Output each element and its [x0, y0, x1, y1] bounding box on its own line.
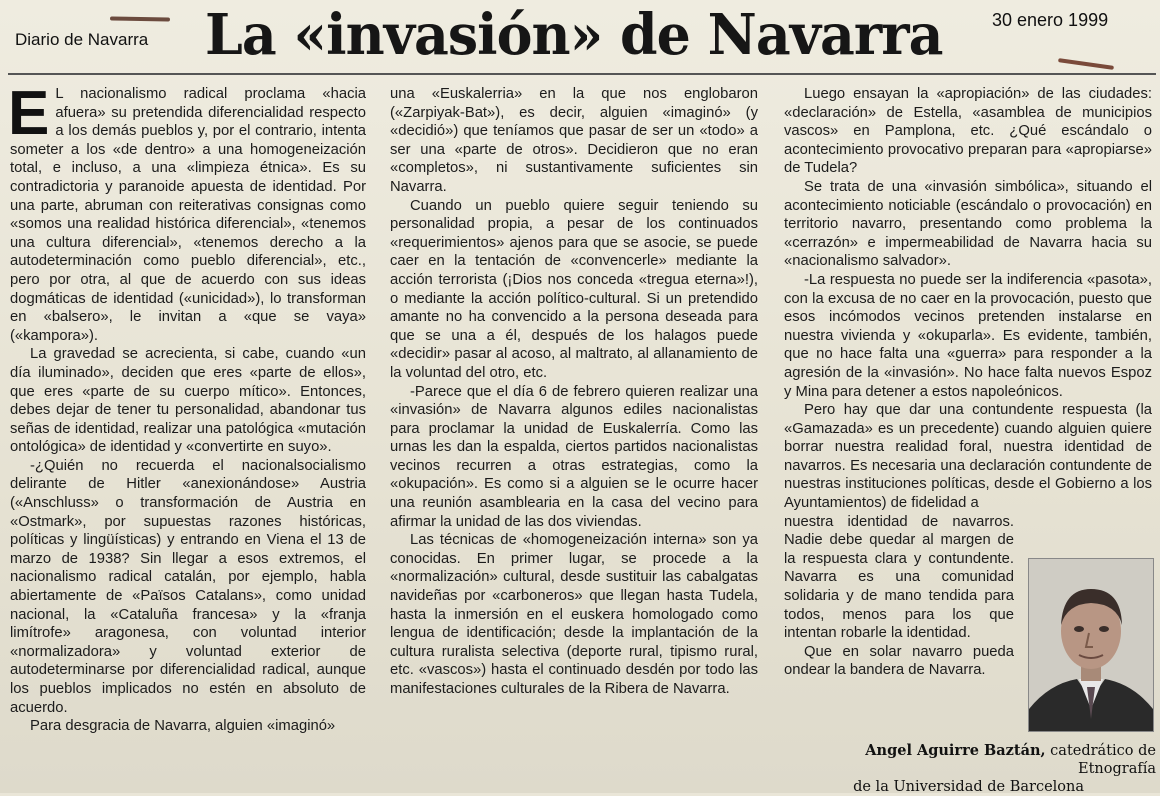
column-2-paragraph-2: Cuando un pueblo quiere seguir teniendo su personalidad propia, a pesar de los continuados «requerimientos» ajenos para que se asocie, se puede caer en la tentación de «convencerle» mediante la acción terrorista (¡Dios nos conceda «tregua eterna»!), o mediante la acción político-cultural. Si un pretendido amante no ha convencido a la persona deseada para que se una a él, después de los halagos puede «decidir» pasar al acoso, al maltrato, al allanamiento de la voluntad del otro, etc. — [390, 197, 758, 381]
column-3-paragraph-4: Pero hay que dar una contundente respuesta (la «Gamazada» es un precedente) cuando alguien quiere borrar nuestra realidad foral, nuestra identidad de navarros. Es necesaria una declaración contundente de nuestras instituciones políticas, desde el Gobierno a los Ayuntamientos) de fidelidad a — [784, 402, 1152, 512]
author-portrait-image — [1029, 559, 1153, 731]
newspaper-source: Diario de Navarra — [15, 30, 149, 49]
column-2-paragraph-3: -Parece que el día 6 de febrero quieren realizar una «invasión» de Navarra algunos ediles nacionalistas para proclamar la unidad de Euskalerría. Como las urnas les dan la espalda, ciertos partidos nacionalistas vecinos recurren a otras estrategias, como la «okupación». Es como si a alguien se le ocurre hacer una reunión asamblearia en la casa del vecino para afirmar la unidad de las dos viviendas. — [390, 383, 758, 530]
publication-date: 30 enero 1999 — [992, 10, 1109, 30]
column-1-paragraph-2: La gravedad se acrecienta, si cabe, cuando «un día iluminado», deciden que eres «parte de ellos», que eres «parte de su cuerpo mítico». Entonces, debes dejar de tener tu personalidad, abandonar tus señas de identidad, realizar una patológica «mutación ontológica» de identidad y «convertirte en suyo». — [10, 346, 366, 456]
column-3-paragraph-6: Que en solar navarro pueda ondear la bandera de Navarra. — [784, 643, 1014, 679]
column-1-paragraph-4: Para desgracia de Navarra, alguien «imaginó» — [30, 718, 336, 735]
author-line — [784, 742, 1156, 778]
column-1-paragraph-1 — [8, 79, 366, 345]
author-photo — [1028, 558, 1154, 732]
paragraph-text: L nacionalismo radical proclama «hacia afuera» su pretendida diferencialidad respecto a los demás pueblos y, por el contrario, intenta someter a los «de dentro» a una homogeneización total, e incluso, a una «limpieza étnica». Es su contradictoria y paranoide apuesta de identidad. Por una parte, abruman con reiterativas consignas como «somos una realidad histórica diferencial», «tenemos una cultura diferencial», «tenemos derecho a la autodeterminación como pueblo diferencial», etc., pero por otra, al que de acuerdo con sus ideas dogmáticas de identidad («unicidad»), lo transforman en «balsero», le invitan a «que se vaya» («kampora»). — [10, 86, 366, 344]
author-name: Angel Aguirre Baztán, — [865, 742, 1046, 759]
author-role: catedrático de Etnografía — [1050, 743, 1156, 777]
column-3-paragraph-5: nuestra identidad de navarros. Nadie debe quedar al margen de la respuesta clara y contundente. Navarra es una comunidad solidaria y de mano tendida para todos, menos para los que intentan robarle la identidad. — [784, 513, 1014, 642]
article-column-2 — [390, 85, 758, 775]
header-rule — [8, 73, 1156, 75]
column-2-paragraph-4: Las técnicas de «homogeneización interna» son ya conocidas. En primer lugar, se procede a la «normalización» cultural, desde sustituir las cabalgatas navideñas por «carboneros» que llegan hasta Tudela, hasta la inmersión en el euskera homologado como lengua de identificación; desde la implantación de la cultura ruralista selectiva (deporte rural, tipismo rural, etc. «vascos») hasta el continuado desdén por todo las manifestaciones culturales de la Ribera de Navarra. — [390, 532, 758, 697]
column-3-paragraph-2: Se trata de una «invasión simbólica», situando el acontecimiento noticiable (escándalo o provocación) en territorio navarro, presentando como problema la «cerrazón» e impermeabilidad de Navarra hacia su «nacionalismo salvador». — [784, 178, 1152, 270]
article-column-1 — [8, 79, 366, 775]
pen-mark-left — [110, 16, 170, 21]
drop-cap: E — [8, 79, 50, 148]
column-2-paragraph-1: una «Euskalerria» en la que nos englobaron («Zarpiyak-Bat»), es decir, alguien «imaginó» (y «decidió») que teníamos que pasar de ser un «todo» a ser una «parte de otros». Decidieron que no eran «completos», ni sustantivamente suficientes sin Navarra. — [390, 86, 758, 195]
author-signature — [784, 742, 1156, 796]
column-3-paragraph-3: -La respuesta no puede ser la indiferencia «pasota», con la excusa de no caer en la provocación, puesto que esos incómodos vecinos pretenden instalarse en nuestra vivienda y «okuparla». Es evidente, también, que no hace falta una «guerra» para responder a la agresión de la «invasión». No hace falta nuevos Espoz y Mina para detener a estos napoleónicos. — [784, 271, 1152, 400]
column-3-paragraph-1: Luego ensayan la «apropiación» de las ciudades: «declaración» de Estella, «asamblea de municipios vascos» en Pamplona, etc. ¿Qué escándalo o acontecimiento provocativo preparan para «apropiarse» de Tudela? — [784, 86, 1152, 177]
pen-mark-right — [1058, 58, 1114, 70]
column-1-paragraph-3: -¿Quién no recuerda el nacionalsocialismo delirante de Hitler «anexionándose» Austria («Anschluss» o transformación de Austria en «Ostmark», por supuestas razones históricas, políticas y lingüísticas) y entrando en Viena el 13 de marzo de 1938? Sin llegar a esos extremos, el nacionalismo radical catalán, por ejemplo, habla abiertamente de «Països Catalans», como unidad nacional, la «Cataluña francesa» y la «franja limítrofe» aragonesa, con voluntad interior «normalizadora» y voluntad exterior de autodeterminarse por diferencialidad radical, aunque los pueblos implicados no estén en absoluto de acuerdo. — [10, 457, 366, 716]
author-institution: de la Universidad de Barcelona — [853, 779, 1084, 795]
headline: La «invasión» de Navarra — [205, 2, 943, 68]
